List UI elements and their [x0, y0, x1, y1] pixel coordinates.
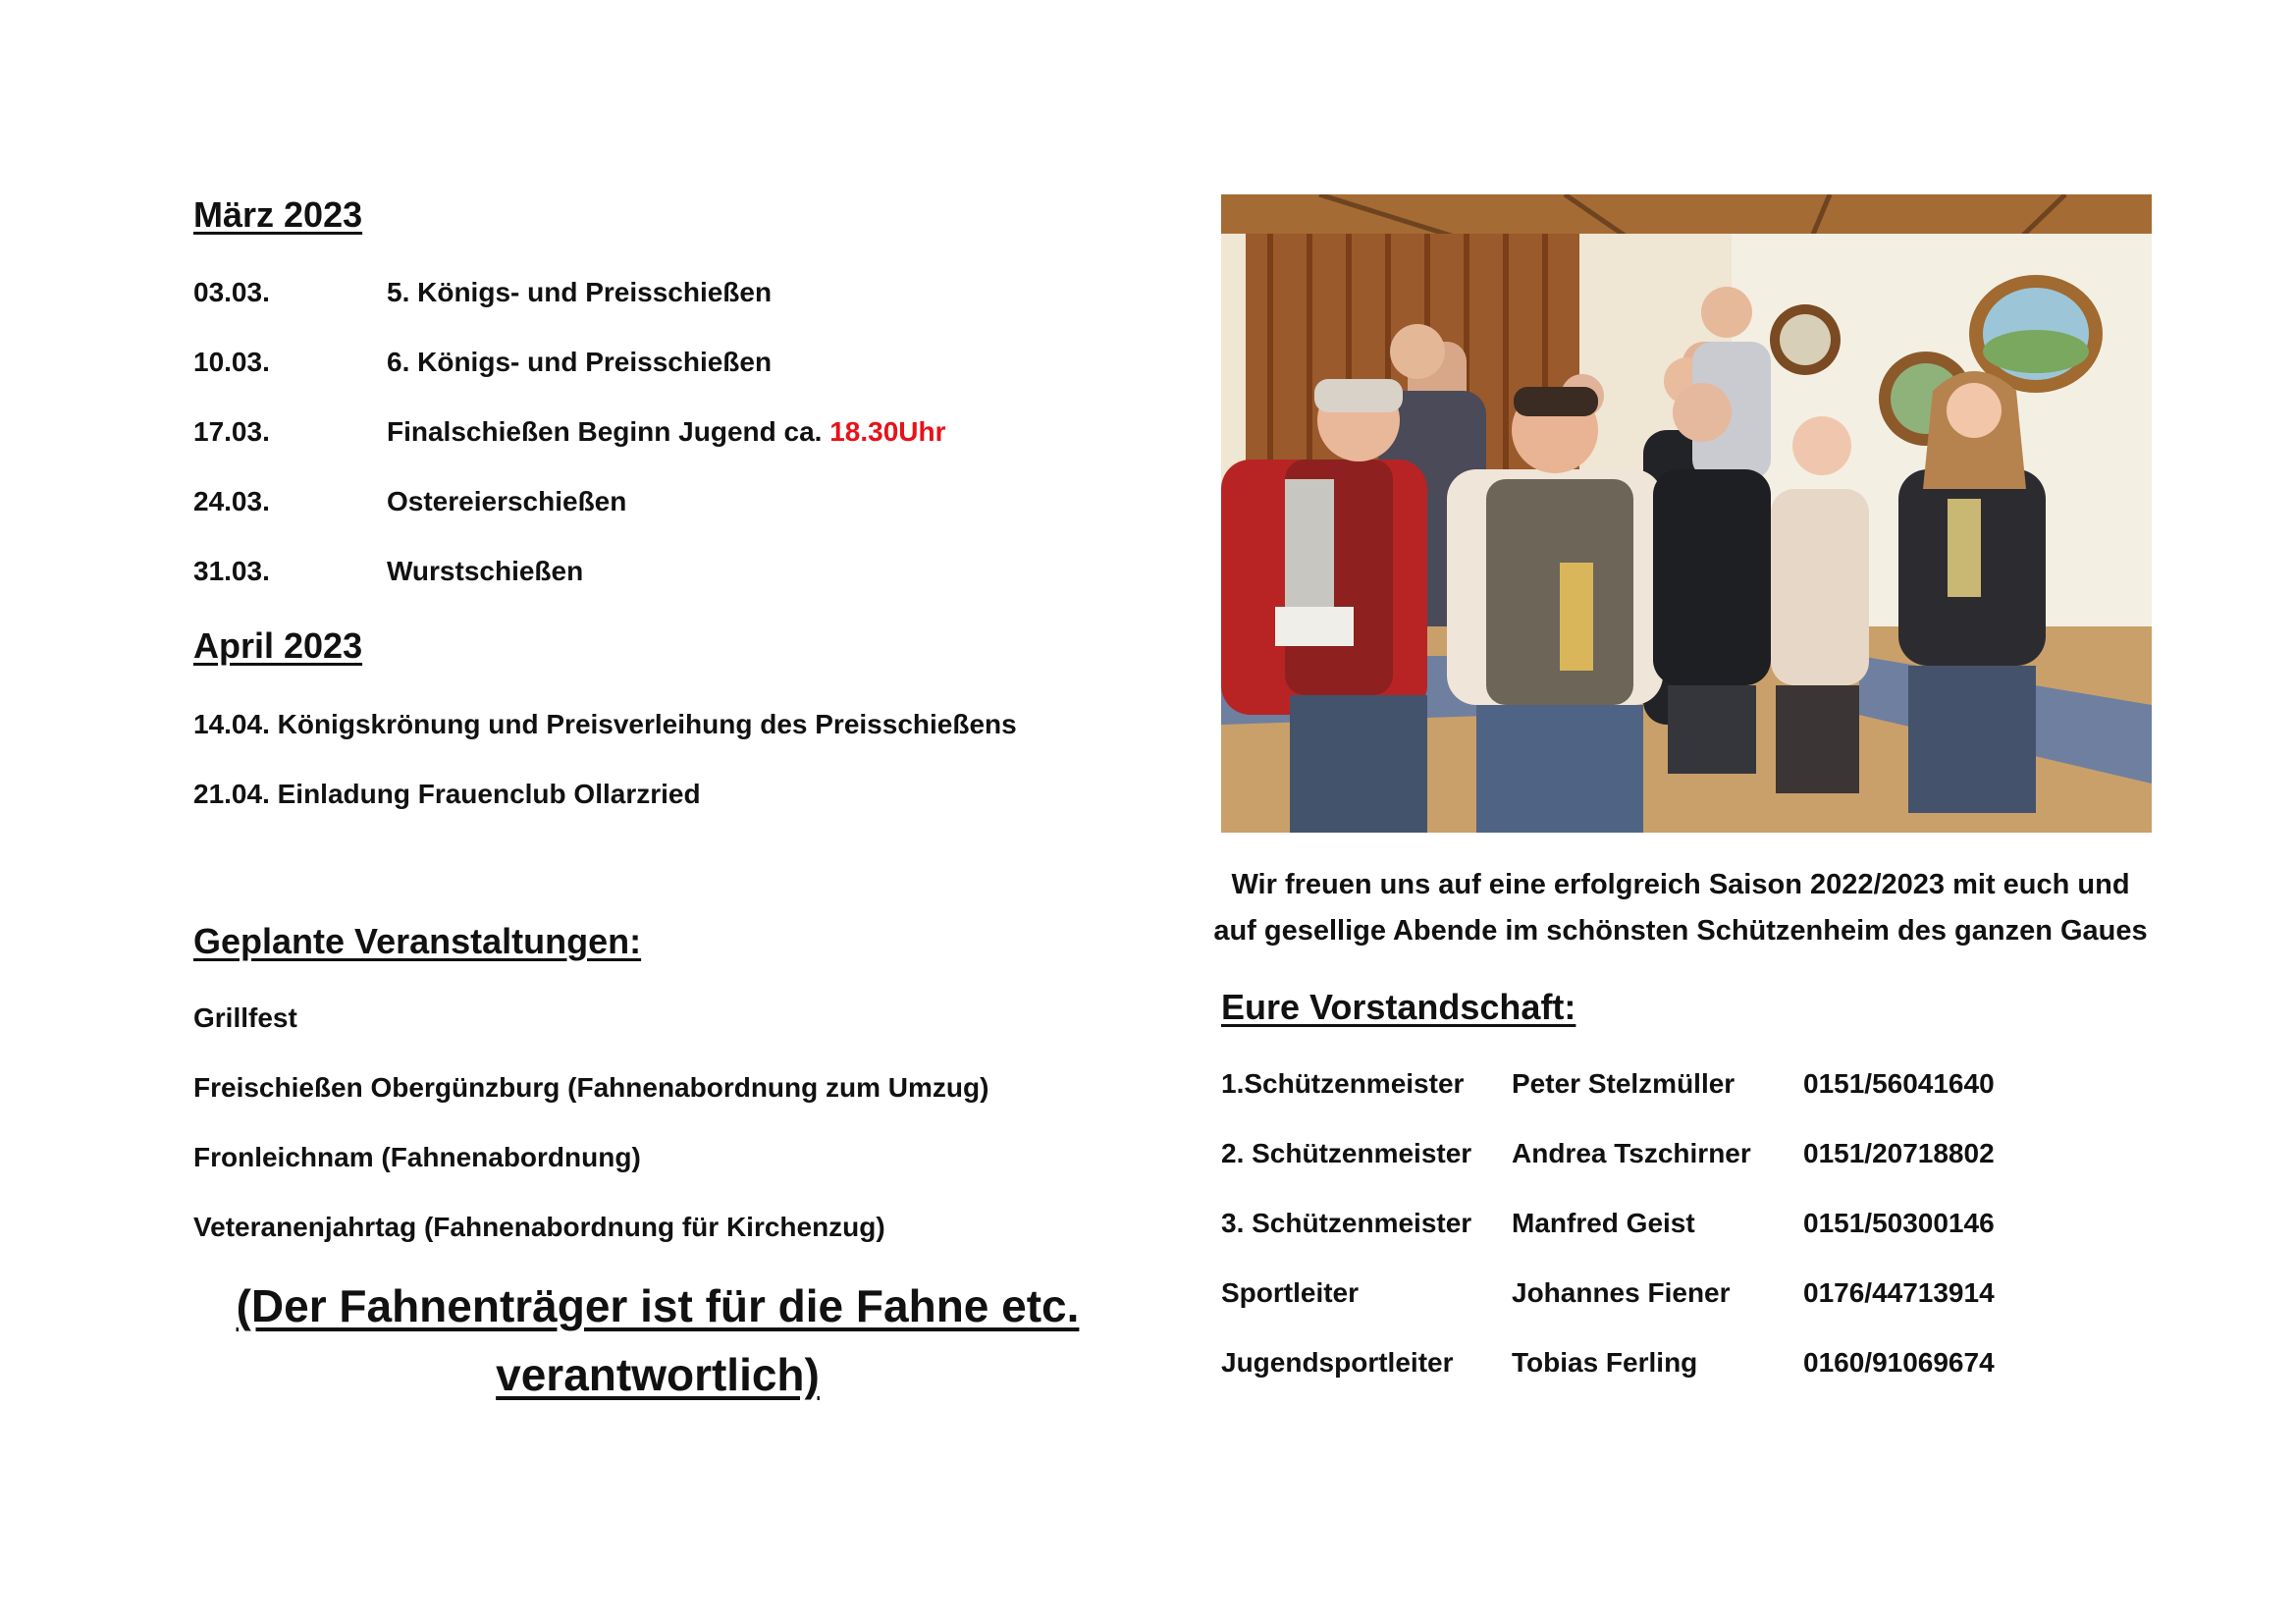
planned-item: Fronleichnam (Fahnenabordnung) — [193, 1142, 641, 1172]
planned-item: Grillfest — [193, 1002, 297, 1033]
april-event: 21.04. Einladung Frauenclub Ollarzried — [193, 779, 701, 809]
board-phone: 0176/44713914 — [1803, 1277, 1995, 1308]
planned-item: Freischießen Obergünzburg (Fahnenabordnung zum Umzug) — [193, 1072, 989, 1103]
planned-item: Veteranenjahrtag (Fahnenabordnung für Kirchenzug) — [193, 1212, 885, 1242]
board-phone: 0151/50300146 — [1803, 1208, 1995, 1238]
event-text: Finalschießen Beginn Jugend ca. 18.30Uhr — [387, 416, 946, 447]
planned-heading: Geplante Veranstaltungen: — [193, 921, 642, 961]
event-date: 10.03. — [193, 347, 270, 377]
event-date: 17.03. — [193, 416, 270, 447]
group-photo — [1221, 194, 2152, 833]
flag-bearer-note-line1: (Der Fahnenträger ist für die Fahne etc. — [236, 1280, 1080, 1331]
board-name: Manfred Geist — [1512, 1208, 1695, 1238]
board-name: Tobias Ferling — [1512, 1347, 1698, 1378]
event-text: 5. Königs- und Preisschießen — [387, 277, 773, 307]
board-name: Johannes Fiener — [1512, 1277, 1731, 1308]
board-role: Jugendsportleiter — [1221, 1347, 1454, 1378]
board-name: Andrea Tszchirner — [1512, 1138, 1751, 1168]
event-date: 31.03. — [193, 556, 270, 586]
event-text: Wurstschießen — [387, 556, 584, 586]
board-role: 2. Schützenmeister — [1221, 1138, 1472, 1168]
event-date: 24.03. — [193, 486, 270, 516]
board-phone: 0151/56041640 — [1803, 1068, 1995, 1099]
board-role: 1.Schützenmeister — [1221, 1068, 1465, 1099]
board-phone: 0160/91069674 — [1803, 1347, 1995, 1378]
board-role: 3. Schützenmeister — [1221, 1208, 1472, 1238]
flag-bearer-note-line2: verantwortlich) — [496, 1349, 820, 1400]
board-heading: Eure Vorstandschaft: — [1221, 987, 1576, 1027]
board-role: Sportleiter — [1221, 1277, 1360, 1308]
event-text: Ostereierschießen — [387, 486, 627, 516]
board-phone: 0151/20718802 — [1803, 1138, 1995, 1168]
closing-message-line2: auf gesellige Abende im schönsten Schützenheim des ganzen Gaues — [1213, 915, 2148, 947]
event-text: 6. Königs- und Preisschießen — [387, 347, 773, 377]
event-date: 03.03. — [193, 277, 270, 307]
april-event: 14.04. Königskrönung und Preisverleihung des Preisschießens — [193, 709, 1017, 739]
maerz-heading: März 2023 — [193, 194, 363, 235]
board-name: Peter Stelzmüller — [1512, 1068, 1735, 1099]
april-heading: April 2023 — [193, 625, 363, 666]
closing-message-line1: Wir freuen uns auf eine erfolgreich Saison 2022/2023 mit euch und — [1231, 869, 2130, 900]
event-time-highlight: 18.30Uhr — [829, 416, 946, 447]
